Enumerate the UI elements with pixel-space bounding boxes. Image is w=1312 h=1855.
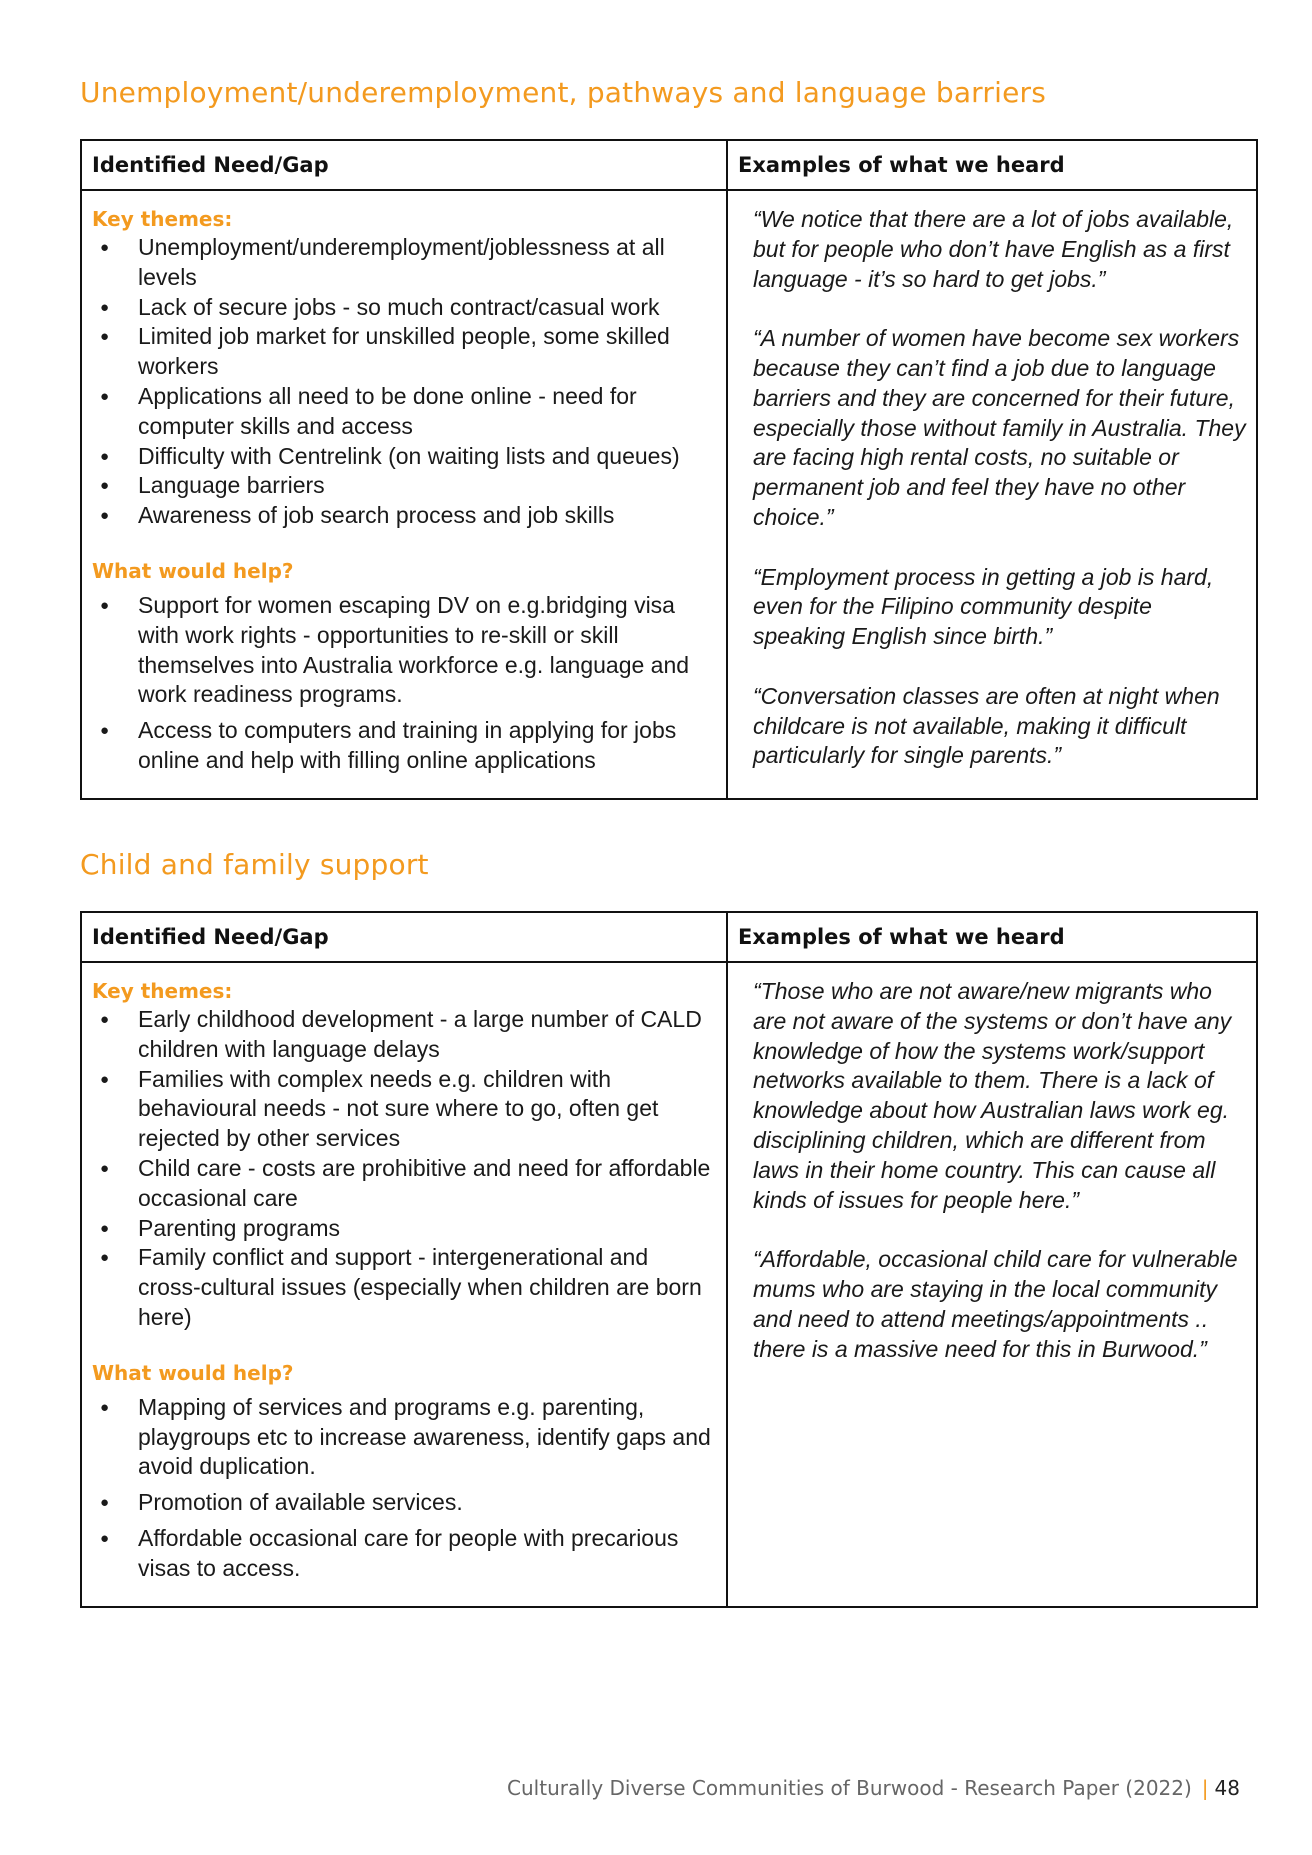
- what-would-help-label: What would help?: [92, 558, 294, 583]
- what-would-help-label: What would help?: [92, 1360, 294, 1385]
- employment-table: [80, 139, 1258, 800]
- table-header-row: [81, 912, 1257, 962]
- list-item: ● Awareness of job search process and job skills: [92, 501, 716, 531]
- child-family-table: [80, 911, 1258, 1608]
- list-item: ● Language barriers: [92, 471, 716, 501]
- list-item: ● Access to computers and training in applying for jobs online and help with filling online applications: [92, 716, 716, 776]
- quote: “A number of women have become sex workers because they can’t find a job due to language barriers and they are concerned for their future, especially those without family in Australia. They are facing high rental costs, no suitable or permanent job and feel they have no other choice.”: [753, 325, 1246, 530]
- list-item: ● Families with complex needs e.g. children with behavioural needs - not sure where to go, often get rejected by other services: [92, 1065, 716, 1154]
- need-cell: [81, 190, 727, 799]
- quote: “We notice that there are a lot of jobs available, but for people who don’t have English as a first language - it’s so hard to get jobs.”: [753, 206, 1234, 292]
- table-row: [81, 190, 1257, 799]
- quotes-cell: [727, 962, 1257, 1607]
- list-item: ● Unemployment/underemployment/joblessness at all levels: [92, 233, 716, 293]
- key-themes-list: [92, 1005, 716, 1333]
- table-header-row: [81, 140, 1257, 190]
- key-themes-label: Key themes:: [92, 207, 233, 231]
- list-item: ● Difficulty with Centrelink (on waiting lists and queues): [92, 442, 716, 472]
- list-item: ● Lack of secure jobs - so much contract/casual work: [92, 293, 716, 323]
- key-themes-label: Key themes:: [92, 979, 233, 1003]
- list-item: ● Promotion of available services.: [92, 1488, 716, 1518]
- list-item: ● Applications all need to be done online - need for computer skills and access: [92, 382, 716, 442]
- footer-text: Culturally Diverse Communities of Burwood - Research Paper (2022): [507, 1776, 1192, 1800]
- list-item: ● Child care - costs are prohibitive and need for affordable occasional care: [92, 1154, 716, 1214]
- list-item: ● Early childhood development - a large number of CALD children with language delays: [92, 1005, 716, 1065]
- quote: “Those who are not aware/new migrants who are not aware of the systems or don’t have any knowledge of how the systems work/support networks available to them. There is a lack of knowledge about how Australian laws work eg. disciplining children, which are different from laws in their home country. This can cause all kinds of issues for people here.”: [753, 978, 1232, 1213]
- list-item: ● Support for women escaping DV on e.g.bridging visa with work rights - opportunities to re-skill or skill themselves into Australia workforce e.g. language and work readiness programs.: [92, 591, 716, 710]
- column-header-need: Identified Need/Gap: [81, 140, 727, 190]
- quote: “Employment process in getting a job is hard, even for the Filipino community despite speaking English since birth.”: [753, 563, 1214, 650]
- list-item: ● Parenting programs: [92, 1214, 716, 1244]
- list-item: ● Affordable occasional care for people with precarious visas to access.: [92, 1524, 716, 1584]
- list-item: ● Limited job market for unskilled people, some skilled workers: [92, 322, 716, 382]
- table-row: [81, 962, 1257, 1607]
- column-header-heard: Examples of what we heard: [727, 912, 1257, 962]
- list-item: ● Family conflict and support - intergenerational and cross-cultural issues (especially when children are born here): [92, 1243, 716, 1332]
- quote: “Affordable, occasional child care for vulnerable mums who are staying in the local community and need to attend meetings/appointments .. there is a massive need for this in Burwood.”: [753, 1246, 1238, 1362]
- quote: “Conversation classes are often at night when childcare is not available, making it difficult particularly for single parents.”: [753, 682, 1220, 769]
- help-list: [92, 591, 716, 776]
- list-item: ● Mapping of services and programs e.g. parenting, playgroups etc to increase awareness, identify gaps and avoid duplication.: [92, 1393, 716, 1482]
- column-header-need: Identified Need/Gap: [81, 912, 727, 962]
- footer-separator: |: [1201, 1776, 1209, 1800]
- section-title-child-family: Child and family support: [80, 848, 429, 881]
- section-title-employment: Unemployment/underemployment, pathways and language barriers: [80, 76, 1047, 109]
- page-footer: [507, 1776, 1240, 1800]
- page-number: 48: [1214, 1776, 1240, 1800]
- column-header-heard: Examples of what we heard: [727, 140, 1257, 190]
- key-themes-list: [92, 233, 716, 531]
- quotes-cell: [727, 190, 1257, 799]
- need-cell: [81, 962, 727, 1607]
- help-list: [92, 1393, 716, 1584]
